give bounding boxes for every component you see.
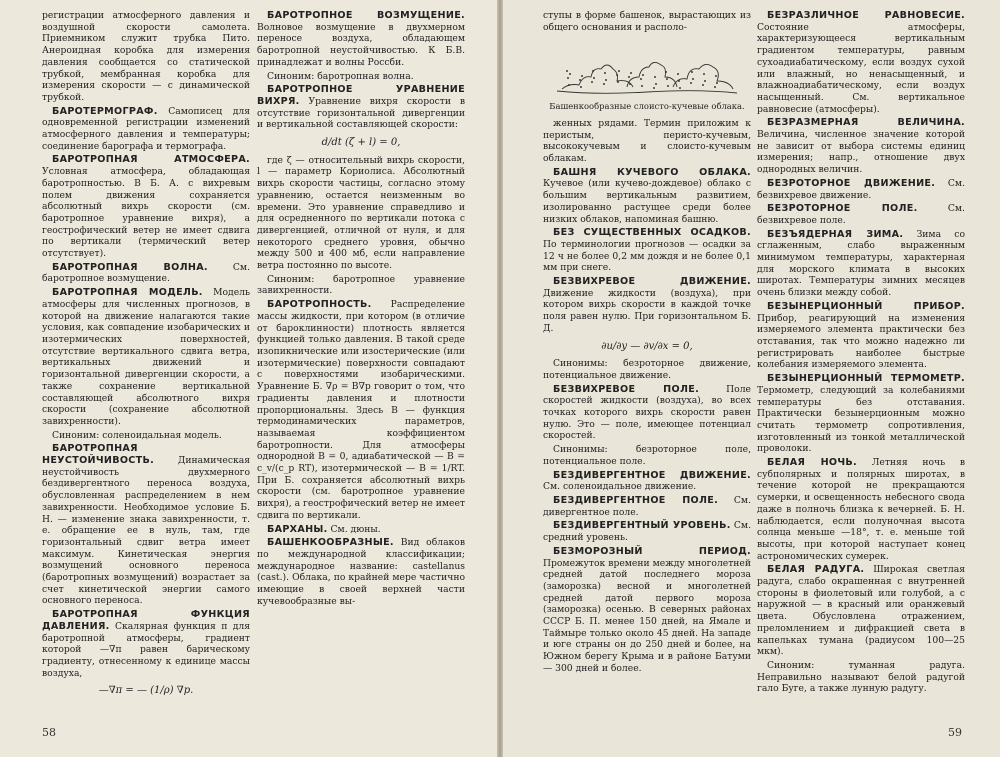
- entry-text: См. средний уровень.: [543, 520, 751, 544]
- dictionary-entry: [543, 520, 751, 543]
- entry-headword: БЕЗРОТОРНОЕ ПОЛЕ.: [767, 203, 918, 215]
- dictionary-entry: [42, 443, 250, 607]
- entry-headword: БАРОТРОПНАЯ ВОЛНА.: [52, 261, 208, 273]
- page-number-right: 59: [948, 726, 962, 739]
- entry-text: Промежуток времени между многолетней средней датой последнего мороза (заморозка) весной и многолетней средней датой первого мороза (заморозка) осенью. В северных районах СССР Б. П. менее 150 дней, на Ямале и Таймыре только около 45 дней. На западе и юге страны он до 250 дней и более, на Южном берегу Крыма и в районе Батуми — 300 дней и более.: [543, 557, 751, 674]
- entry-headword: БАРОТРОПНАЯ АТМОСФЕРА.: [52, 154, 250, 166]
- dictionary-entry: [757, 301, 965, 371]
- entry-text: Уравнение вихря скорости в отсутствие горизонтальной дивергенции и вертикальной составляющей скорости:: [257, 95, 465, 131]
- entry-text: Распределение массы жидкости, при котором (в отличие от бароклинности) плотность является функцией только давления. В такой среде изопикнические или изостерические (или изотермические) поверхности совпадают с поверхностями изобарическими. Уравнение Б. ∇ρ = B∇p говорит о том, что градиенты давления и плотности пропорциональны. Здесь B — функция термодинамических параметров, называемая коэффициентом баротропности. Для атмосферы однородной B = 0, адиабатической — B = c_v/(c_p RT), изотермической — B = 1/RT. При Б. сохраняется абсолютный вихрь скорости (см. баротропное уравнение вихря), а геострофический ветер не имеет сдвига по вертикали.: [257, 299, 465, 521]
- entry-text: Зима со сглаженным, слабо выраженным минимумом температуры, характерная для морского климата в высоких широтах. Температуры зимних месяцев очень близки между собой.: [757, 228, 965, 299]
- dictionary-entry: [757, 10, 965, 115]
- figure-caption: Башенкообразные слоисто-кучевые облака.: [549, 101, 745, 112]
- entry-text: Синоним: соленоидальная модель.: [52, 429, 222, 441]
- paragraph: [757, 660, 965, 695]
- entry-headword: БАРОТРОПНАЯ НЕУСТОЙЧИВОСТЬ.: [42, 443, 155, 467]
- entry-text: Условная атмосфера, обладающая баротропностью. В Б. А. с вихревым полем движения сохраняется абсолютный вихрь скорости (см. баротропное уравнение вихря), а геострофический ветер не имеет сдвига по вертикали (термический ветер отсутствует).: [42, 166, 250, 260]
- entry-text: Вид облаков по международной классификации; международное название: castellanus (cast.). Облака, по крайней мере частично имеющие в своей верхней части кучевообразные вы-: [257, 537, 465, 607]
- entry-headword: БАРХАНЫ.: [267, 523, 328, 535]
- entry-text: Прибор, реагирующий на изменения измеряемого элемента практически без отставания, так что можно надежно ли регистрировать наиболее быстрые колебания измеряемого элемента.: [757, 312, 965, 371]
- paragraph: [42, 10, 250, 104]
- entry-text: Величина, численное значение которой не зависит от выбора системы единиц измерения; напр., отношение двух однородных величин.: [757, 129, 965, 176]
- dictionary-entry: [543, 167, 751, 226]
- dictionary-entry: [757, 178, 965, 201]
- dictionary-entry: [543, 276, 751, 335]
- right-column-1: [543, 10, 751, 677]
- entry-text: Движение жидкости (воздуха), при котором вихрь скорости в каждой точке поля равен нулю. При горизонтальном Б. Д.: [543, 287, 751, 334]
- entry-text: Волновое возмущение в двухмерном переносе воздуха, обладающем баротропной неустойчивостью. К Б.В. принадлежат и волны Россби.: [257, 21, 465, 68]
- cloud-illustration: [557, 37, 737, 99]
- entry-text: Термометр, следующий за колебаниями температуры без отставания. Практически безынерционным можно считать термометр сопротивления, изготовленный из тонкой металлической проволоки.: [757, 384, 965, 455]
- page-number-left: 58: [42, 726, 56, 739]
- paragraph: [257, 71, 465, 83]
- entry-headword: БЕЛАЯ РАДУГА.: [767, 564, 865, 576]
- dictionary-entry: [257, 299, 465, 521]
- dictionary-entry: [257, 537, 465, 607]
- dictionary-entry: [42, 154, 250, 259]
- dictionary-entry: [257, 524, 465, 536]
- entry-text: См. безвихревое движение.: [757, 177, 965, 201]
- entry-headword: БАШНЯ КУЧЕВОГО ОБЛАКА.: [553, 166, 751, 178]
- formula: ∂u/∂y — ∂v/∂x = 0,: [601, 340, 693, 352]
- dictionary-entry: [42, 106, 250, 153]
- paragraph: [543, 10, 751, 33]
- entry-headword: БАРОТРОПНОСТЬ.: [267, 299, 372, 311]
- entry-headword: БЕЗВИХРЕВОЕ ДВИЖЕНИЕ.: [553, 276, 751, 288]
- entry-text: Модель атмосферы для численных прогнозов, в которой на движение налагаются такие условия, как совпадение изобарических и изотермических поверхностей, отсутствие вертикального сдвига ветра, вертикальных движений и горизонтальной дивергенции скорости, а также сохранение вертикальной составляющей абсолютного вихря скорости (сохранение абсолютной завихренности).: [42, 287, 250, 427]
- entry-headword: БЕЗРАЗЛИЧНОЕ РАВНОВЕСИЕ.: [767, 10, 965, 21]
- entry-headword: БАШЕНКООБРАЗНЫЕ.: [267, 537, 394, 549]
- paragraph: [257, 274, 465, 297]
- entry-headword: БЕЗМОРОЗНЫЙ ПЕРИОД.: [553, 545, 751, 557]
- entry-text: См. безвихревое поле.: [757, 203, 965, 226]
- entry-text: Кучевое (или кучево-дождевое) облако с большим вертикальным развитием, изолированно растущее среди более низких облаков, напоминая башню.: [543, 178, 751, 225]
- dictionary-entry: [42, 609, 250, 679]
- entry-headword: БЕЗДИВЕРГЕНТНОЕ ДВИЖЕНИЕ.: [553, 469, 751, 481]
- right-page: [503, 0, 1000, 757]
- paragraph: [543, 444, 751, 467]
- entry-headword: БЕЗЫНЕРЦИОННЫЙ ПРИБОР.: [767, 300, 965, 312]
- right-column-2: [757, 10, 965, 697]
- dictionary-entry: [543, 470, 751, 493]
- dictionary-entry: [757, 229, 965, 299]
- dictionary-entry: [543, 384, 751, 443]
- entry-headword: БЕЗРОТОРНОЕ ДВИЖЕНИЕ.: [767, 177, 936, 189]
- entry-headword: БЕЗЫНЕРЦИОННЫЙ ТЕРМОМЕТР.: [767, 373, 965, 385]
- paragraph: [257, 155, 465, 272]
- entry-text: Поле скоростей жидкости (воздуха), во всех точках которого вихрь скорости равен нулю. Это — поле, имеющее потенциал скоростей.: [543, 383, 751, 442]
- entry-text: Синоним: баротропная волна.: [267, 70, 414, 82]
- dictionary-entry: [543, 546, 751, 675]
- entry-text: См. дивергентное поле.: [543, 495, 751, 518]
- entry-headword: БЕЗ СУЩЕСТВЕННЫХ ОСАДКОВ.: [553, 227, 751, 239]
- entry-headword: БАРОТРОПНАЯ ФУНКЦИЯ ДАВЛЕНИЯ.: [42, 609, 250, 632]
- figure: [543, 37, 751, 112]
- left-column-2: [257, 10, 465, 609]
- entry-text: Широкая светлая радуга, слабо окрашенная с внутренней стороны в фиолетовый или голубой, а с наружной — в красный или оранжевый цвета. Обусловлена отражением, преломлением и дифракцией света в капельках тумана (радиусом 100—25 мкм).: [757, 564, 966, 658]
- entry-text: По терминологии прогнозов — осадки за 12 ч не более 0,2 мм дождя и не более 0,1 мм при снеге.: [543, 238, 751, 274]
- entry-text: ступы в форме башенок, вырастающих из общего основания и располо-: [543, 10, 751, 33]
- entry-text: Состояние атмосферы, характеризующееся вертикальным градиентом температуры, равным сухоадиабатическому, если воздух сухой или влажный, но ненасыщенный, и влажноадиабатическому, если воздух насыщенный. См. вертикальное равновесие (атмосферы).: [757, 21, 965, 115]
- dictionary-entry: [257, 84, 465, 131]
- entry-text: Синоним: баротропное уравнение завихренности.: [257, 273, 465, 297]
- entry-text: См. баротропное возмущение.: [42, 261, 250, 285]
- paragraph: [42, 430, 250, 442]
- entry-text: где ζ — относительный вихрь скорости, l — параметр Кориолиса. Абсолютный вихрь скорости частицы, согласно этому уравнению, остается неизменным во времени. Это уравнение справедливо и для осредненного по вертикали потока с дивергенцией, отличной от нуля, и для некоторого среднего уровня, обычно между 500 и 400 мб, если направление ветра постоянно по высоте.: [257, 154, 465, 272]
- dictionary-entry: [757, 457, 965, 562]
- entry-headword: БАРОТРОПНОЕ ВОЗМУЩЕНИЕ.: [267, 10, 465, 21]
- formula: d/dt (ζ + l) = 0,: [321, 137, 401, 149]
- entry-headword: БАРОТРОПНОЕ УРАВНЕНИЕ ВИХРЯ.: [257, 84, 465, 107]
- dictionary-entry: [257, 10, 465, 69]
- entry-headword: БЕЗРАЗМЕРНАЯ ВЕЛИЧИНА.: [767, 117, 965, 129]
- entry-text: Скалярная функция π для баротропной атмосферы, градиент которой —∇π равен барическому градиенту, отнесенному к единице массы воздуха,: [42, 620, 250, 679]
- entry-text: Синонимы: безроторное движение, потенциальное движение.: [543, 358, 751, 381]
- left-page: [0, 0, 497, 757]
- left-column-1: [42, 10, 250, 703]
- entry-text: См. дюны.: [327, 523, 381, 535]
- dictionary-entry: [757, 564, 965, 658]
- entry-headword: БЕЛАЯ НОЧЬ.: [767, 457, 857, 469]
- entry-headword: БАРОТРОПНАЯ МОДЕЛЬ.: [52, 287, 203, 299]
- dictionary-entry: [543, 495, 751, 518]
- entry-text: Синонимы: безроторное поле, потенциальное поле.: [543, 444, 751, 467]
- entry-text: Динамическая неустойчивость двухмерного бездивергентного переноса воздуха, обусловленная распределением в нем завихренности. Необходимое условие Б. Н. — изменение знака завихренности, т. е. обращение ее в нуль, там, где горизонтальный сдвиг ветра имеет максимум. Кинетическая энергия возмущений основного переноса (баротропных возмущений) возрастает за счет кинетической энергии самого основного переноса.: [42, 455, 250, 607]
- entry-text: женных рядами. Термин приложим к перистым, перисто-кучевым, высококучевым и слоисто-кучевым облакам.: [543, 117, 751, 165]
- entry-text: Самописец для одновременной регистрации изменений атмосферного давления и температуры; соединение барографа и термографа.: [42, 105, 250, 152]
- dictionary-entry: [757, 373, 965, 455]
- entry-headword: БЕЗДИВЕРГЕНТНЫЙ УРОВЕНЬ.: [553, 520, 731, 532]
- entry-text: См. соленоидальное движение.: [543, 481, 697, 493]
- entry-headword: БАРОТЕРМОГРАФ.: [52, 105, 158, 117]
- entry-headword: БЕЗЪЯДЕРНАЯ ЗИМА.: [767, 228, 904, 240]
- dictionary-entry: [42, 287, 250, 427]
- entry-text: Синоним: туманная радуга. Неправильно называют белой радугой гало Буге, а также лунную радугу.: [757, 659, 965, 695]
- formula: —∇π = — (1/ρ) ∇p.: [98, 685, 194, 697]
- dictionary-entry: [42, 262, 250, 285]
- dictionary-entry: [757, 117, 965, 176]
- entry-headword: БЕЗДИВЕРГЕНТНОЕ ПОЛЕ.: [553, 495, 719, 506]
- entry-headword: БЕЗВИХРЕВОЕ ПОЛЕ.: [553, 383, 700, 395]
- paragraph: [543, 118, 751, 165]
- paragraph: [543, 358, 751, 381]
- dictionary-entry: [543, 227, 751, 274]
- dictionary-entry: [757, 203, 965, 226]
- entry-text: регистрации атмосферного давления и воздушной скорости самолета. Приемником служит трубка Пито. Анероидная коробка для измерения давления сообщается со статической трубкой, мембранная коробка для измерения скорости — с динамической трубкой.: [42, 10, 250, 103]
- entry-text: Летняя ночь в субполярных и полярных широтах, в течение которой не прекращаются сумерки, и освещенность небесного свода даже в полночь близка к вечерней. Б. Н. наблюдается, если полуночная высота солнца меньше —18°, т. е. меньше той высоты, при которой наступает конец астрономических сумерек.: [757, 457, 965, 562]
